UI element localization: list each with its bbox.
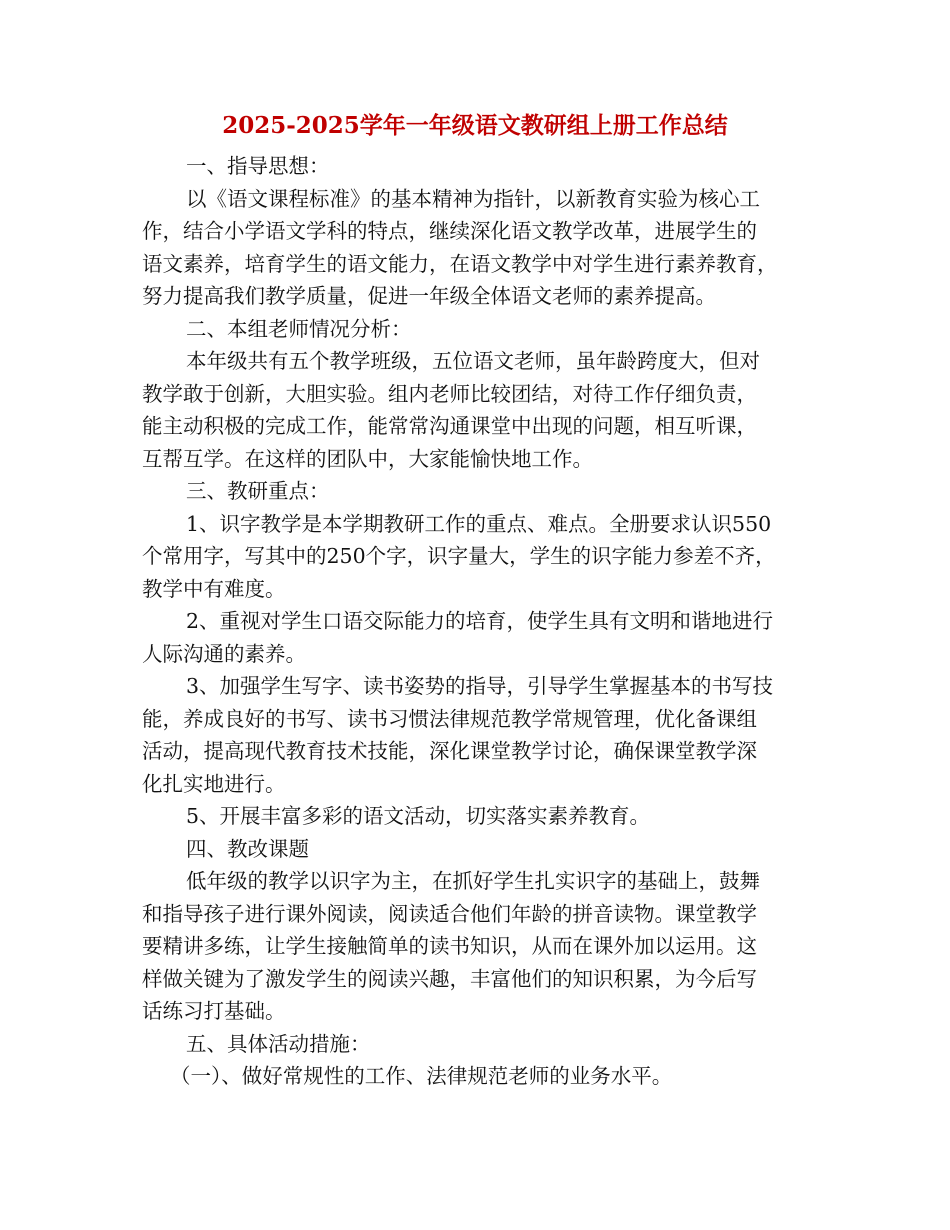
paragraph-line: 本年级共有五个教学班级，五位语文老师，虽年龄跨度大，但对 — [186, 349, 760, 373]
heading-teacher-analysis: 二、本组老师情况分析： — [186, 316, 412, 341]
list-item-line: 人际沟通的素养。 — [142, 641, 306, 666]
heading-reform-topic: 四、教改课题 — [186, 836, 309, 861]
paragraph-line: 要精讲多练，让学生接触简单的读书知识，从而在课外加以运用。这 — [142, 934, 757, 958]
heading-activity-measures: 五、具体活动措施： — [186, 1031, 371, 1056]
paragraph-line: 以《语文课程标准》的基本精神为指针，以新教育实验为核心工 — [186, 186, 760, 211]
paragraph-line: 和指导孩子进行课外阅读，阅读适合他们年龄的拼音读物。课堂教学 — [142, 901, 757, 926]
paragraph-line: 样做关键为了激发学生的阅读兴趣，丰富他们的知识积累，为今后写 — [142, 966, 757, 991]
heading-research-focus: 三、教研重点： — [186, 479, 330, 503]
list-item-line: 5、开展丰富多彩的语文活动，切实落实素养教育。 — [186, 804, 651, 828]
paragraph-line: 能主动积极的完成工作，能常常沟通课堂中出现的问题，相互听课， — [142, 414, 757, 438]
list-item-line: 2、重视对学生口语交际能力的培育，使学生具有文明和谐地进行 — [186, 609, 774, 633]
list-item-line: 3、加强学生写字、读书姿势的指导，引导学生掌握基本的书写技 — [186, 674, 774, 698]
paragraph-line: 作，结合小学语文学科的特点，继续深化语文教学改革，进展学生的 — [142, 219, 757, 243]
heading-guiding-ideology: 一、指导思想： — [186, 154, 330, 178]
paragraph-line: 话练习打基础。 — [142, 999, 286, 1023]
list-item-line: 个常用字，写其中的250个字，识字量大，学生的识字能力参差不齐， — [142, 544, 776, 568]
list-item-line: 能，养成良好的书写、读书习惯法律规范教学常规管理，优化备课组 — [142, 706, 757, 731]
document-body — [142, 150, 810, 1093]
list-item-line: 教学中有难度。 — [142, 576, 286, 601]
subheading-line: （一）、做好常规性的工作、法律规范老师的业务水平。 — [170, 1064, 673, 1088]
paragraph-line: 低年级的教学以识字为主，在抓好学生扎实识字的基础上，鼓舞 — [186, 869, 760, 893]
paragraph-line: 互帮互学。在这样的团队中，大家能愉快地工作。 — [142, 446, 593, 471]
list-item-line: 化扎实地进行。 — [142, 771, 286, 796]
paragraph-line: 语文素养，培育学生的语文能力，在语文教学中对学生进行素养教育， — [142, 251, 778, 276]
document-title: 2025-2025学年一年级语文教研组上册工作总结 — [222, 112, 728, 139]
list-item-line: 1、识字教学是本学期教研工作的重点、难点。全册要求认识550 — [186, 511, 772, 536]
list-item-line: 活动，提高现代教育技术技能，深化课堂教学讨论，确保课堂教学深 — [142, 739, 757, 763]
paragraph-line: 努力提高我们教学质量，促进一年级全体语文老师的素养提高。 — [142, 284, 716, 308]
paragraph-line: 教学敢于创新，大胆实验。组内老师比较团结，对待工作仔细负责， — [142, 381, 757, 406]
